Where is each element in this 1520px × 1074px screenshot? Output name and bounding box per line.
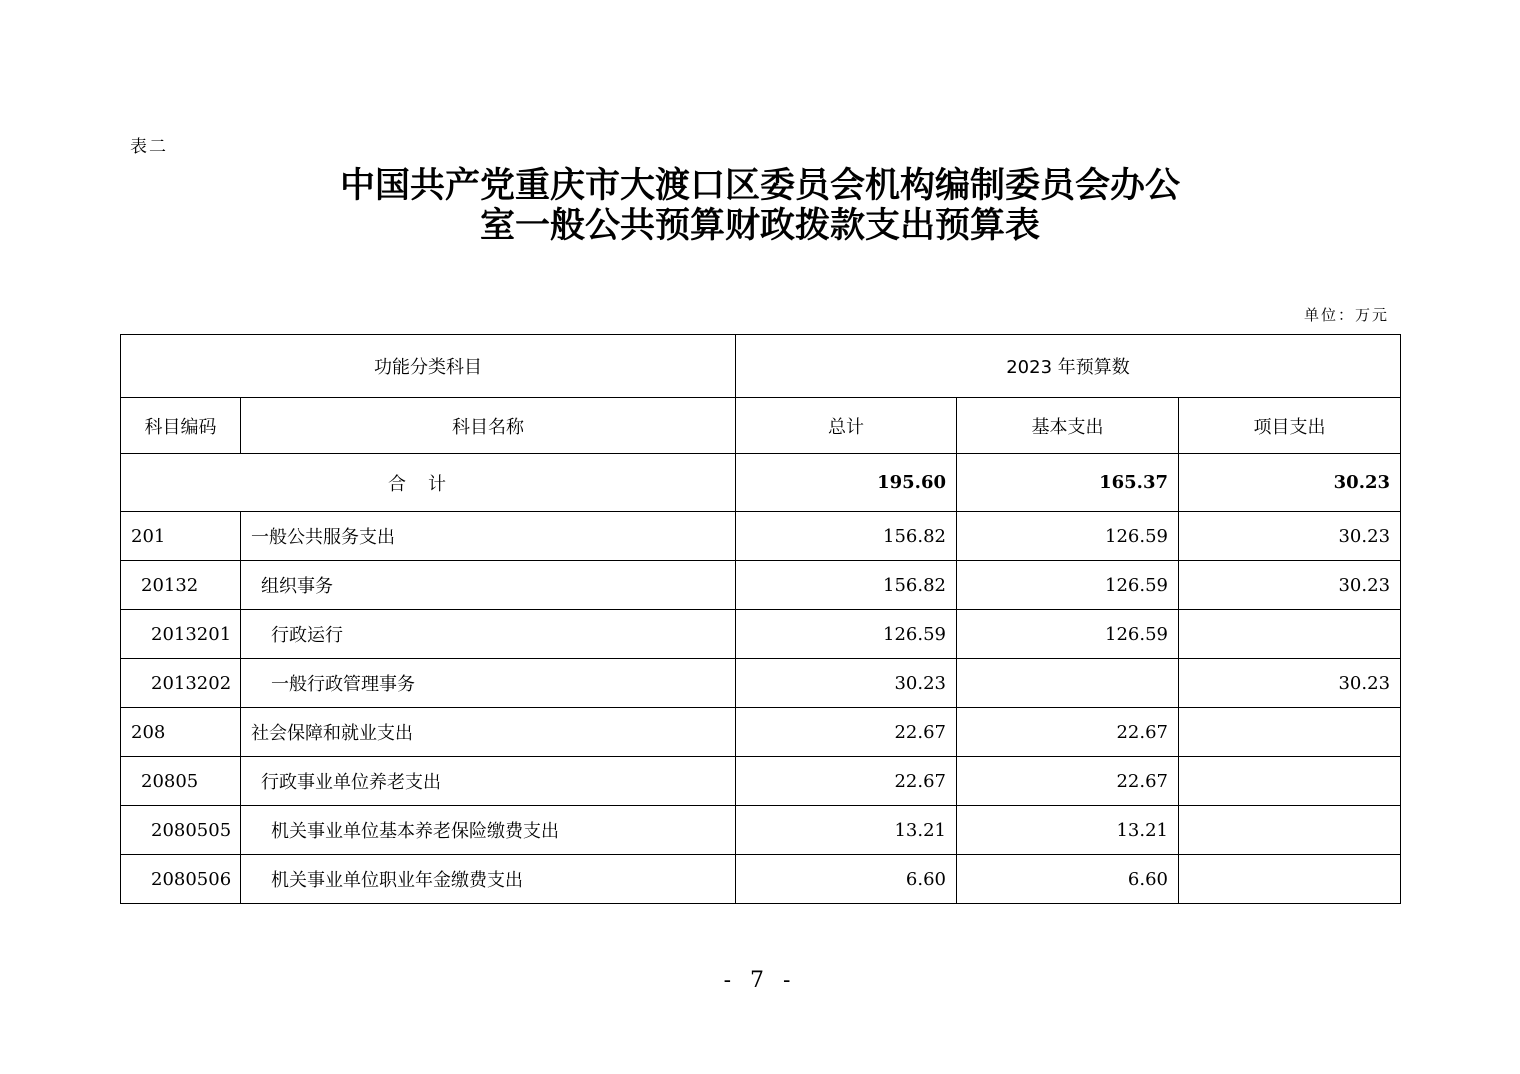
header-year-budget: 2023 年预算数 bbox=[736, 335, 1401, 398]
header-row-top bbox=[121, 335, 1401, 398]
row-basic: 126.59 bbox=[957, 561, 1179, 610]
row-code: 2013202 bbox=[121, 659, 241, 708]
row-total: 22.67 bbox=[736, 708, 957, 757]
row-total: 126.59 bbox=[736, 610, 957, 659]
row-project bbox=[1179, 855, 1401, 904]
row-project: 30.23 bbox=[1179, 512, 1401, 561]
row-basic: 126.59 bbox=[957, 610, 1179, 659]
table-row bbox=[121, 610, 1401, 659]
row-basic: 13.21 bbox=[957, 806, 1179, 855]
row-name: 行政运行 bbox=[241, 610, 736, 659]
row-total: 156.82 bbox=[736, 512, 957, 561]
unit-label: 单位：万元 bbox=[1303, 306, 1389, 324]
page-number: - 7 - bbox=[723, 968, 797, 993]
row-code: 20805 bbox=[121, 757, 241, 806]
row-project: 30.23 bbox=[1179, 561, 1401, 610]
row-total: 30.23 bbox=[736, 659, 957, 708]
header-row-sub bbox=[121, 398, 1401, 454]
row-name: 组织事务 bbox=[241, 561, 736, 610]
row-name: 社会保障和就业支出 bbox=[241, 708, 736, 757]
row-total: 13.21 bbox=[736, 806, 957, 855]
row-basic bbox=[957, 659, 1179, 708]
row-total: 6.60 bbox=[736, 855, 957, 904]
row-code: 208 bbox=[121, 708, 241, 757]
row-code: 20132 bbox=[121, 561, 241, 610]
row-name: 一般公共服务支出 bbox=[241, 512, 736, 561]
header-category: 功能分类科目 bbox=[121, 335, 736, 398]
header-basic: 基本支出 bbox=[957, 398, 1179, 454]
table-row bbox=[121, 708, 1401, 757]
header-project: 项目支出 bbox=[1179, 398, 1401, 454]
document-label: 表二 bbox=[130, 137, 168, 157]
page-title-line-1: 中国共产党重庆市大渡口区委员会机构编制委员会办公 bbox=[339, 166, 1180, 206]
table-row bbox=[121, 757, 1401, 806]
header-name: 科目名称 bbox=[241, 398, 736, 454]
row-code: 2080505 bbox=[121, 806, 241, 855]
row-basic: 22.67 bbox=[957, 757, 1179, 806]
total-total: 195.60 bbox=[736, 454, 957, 512]
total-project: 30.23 bbox=[1179, 454, 1401, 512]
total-label: 合计 bbox=[121, 454, 736, 512]
row-code: 201 bbox=[121, 512, 241, 561]
row-total: 156.82 bbox=[736, 561, 957, 610]
row-project bbox=[1179, 610, 1401, 659]
row-basic: 6.60 bbox=[957, 855, 1179, 904]
budget-table bbox=[120, 334, 1401, 904]
table-row bbox=[121, 512, 1401, 561]
row-project bbox=[1179, 757, 1401, 806]
table-row bbox=[121, 855, 1401, 904]
table-row bbox=[121, 561, 1401, 610]
table-row bbox=[121, 659, 1401, 708]
row-code: 2013201 bbox=[121, 610, 241, 659]
table-row bbox=[121, 806, 1401, 855]
header-code: 科目编码 bbox=[121, 398, 241, 454]
row-total: 22.67 bbox=[736, 757, 957, 806]
header-total: 总计 bbox=[736, 398, 957, 454]
row-basic: 126.59 bbox=[957, 512, 1179, 561]
row-basic: 22.67 bbox=[957, 708, 1179, 757]
total-basic: 165.37 bbox=[957, 454, 1179, 512]
page-title-line-2: 室一般公共预算财政拨款支出预算表 bbox=[479, 206, 1040, 246]
total-row bbox=[121, 454, 1401, 512]
row-name: 机关事业单位职业年金缴费支出 bbox=[241, 855, 736, 904]
row-project bbox=[1179, 708, 1401, 757]
row-name: 机关事业单位基本养老保险缴费支出 bbox=[241, 806, 736, 855]
row-name: 行政事业单位养老支出 bbox=[241, 757, 736, 806]
row-code: 2080506 bbox=[121, 855, 241, 904]
row-name: 一般行政管理事务 bbox=[241, 659, 736, 708]
row-project bbox=[1179, 806, 1401, 855]
row-project: 30.23 bbox=[1179, 659, 1401, 708]
